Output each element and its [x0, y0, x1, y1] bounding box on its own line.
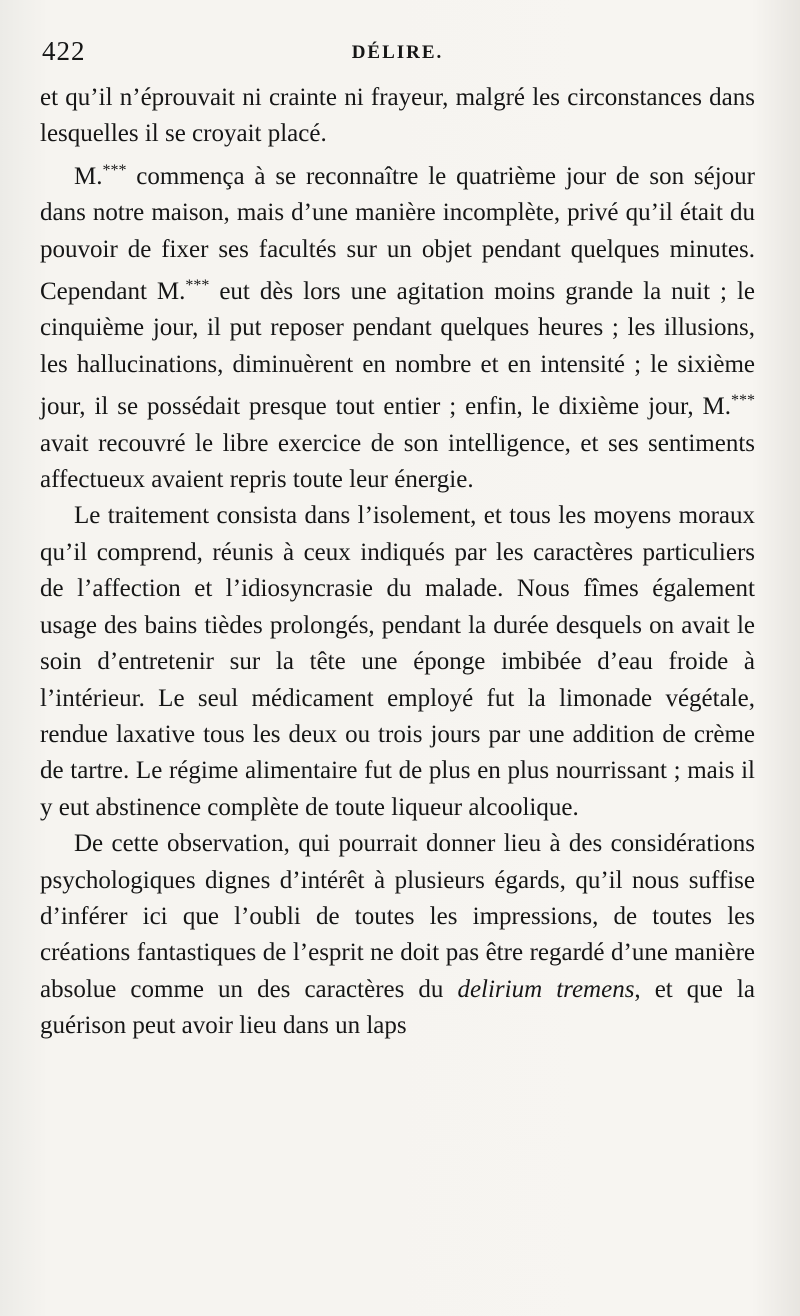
asterisks: ***	[731, 392, 755, 410]
page-header	[40, 30, 755, 80]
paragraph-recovery	[40, 153, 755, 499]
text-segment: De cette observation, qui pourrait donner lieu à des considérations psychologiques dignes d’intérêt à plusieurs égards, qu’il nous suffise d’inférer ici que l’oubli de toutes les impressions, de toutes les créations fantastiques de l’esprit ne doit pas être regardé d’une manière absolue comme un des caractères du	[40, 830, 755, 1003]
paragraph-continuation: et qu’il n’éprouvait ni crainte ni frayeur, malgré les circonstances dans lesquelles il se croyait placé.	[40, 84, 755, 148]
running-head: DÉLIRE.	[351, 42, 444, 63]
text-segment: , et que la guérison peut avoir lieu dans un laps	[40, 975, 755, 1040]
paragraph-treatment: Le traitement consista dans l’isolement, et tous les moyens moraux qu’il comprend, réunis à ceux indiqués par les caractères particuliers de l’affection et l’idiosyncrasie du malade. Nous fîmes également usage des bains tièdes prolongés, pendant la durée desquels on avait le soin d’entretenir sur la tête une éponge imbibée d’eau froide à l’intérieur. Le seul médicament employé fut la limonade végétale, rendue laxative tous les deux ou trois jours par une addition de crème de tartre. Le régime alimentaire fut de plus en plus nourrissant ; mais il y eut abstinence complète de toute liqueur alcoolique.	[40, 502, 755, 821]
body-text	[40, 80, 755, 1045]
page-number: 422	[42, 36, 86, 66]
text-segment: eut dès lors une agitation moins grande la nuit ; le cinquième jour, il put reposer pendant quelques heures ; les illusions, les hallucinations, diminuèrent en nombre et en intensité ; le sixième jour, il se possédait presque tout entier ; enfin, le dixième jour, M.	[40, 278, 755, 421]
text-segment: avait recouvré le libre exercice de son intelligence, et ses sentiments affectueux avaient repris toute leur énergie.	[40, 429, 755, 494]
asterisks: ***	[102, 161, 127, 179]
text-segment: M.	[74, 162, 103, 190]
italic-term: delirium tremens	[457, 975, 635, 1003]
asterisks: ***	[185, 277, 210, 295]
paragraph-conclusion	[40, 826, 755, 1044]
text-segment: commença à se reconnaître le quatrième jour de son séjour dans notre maison, mais d’une manière incomplète, privé qu’il était du pouvoir de fixer ses facultés sur un objet pendant quelques minutes. Cependant M.	[40, 162, 755, 306]
